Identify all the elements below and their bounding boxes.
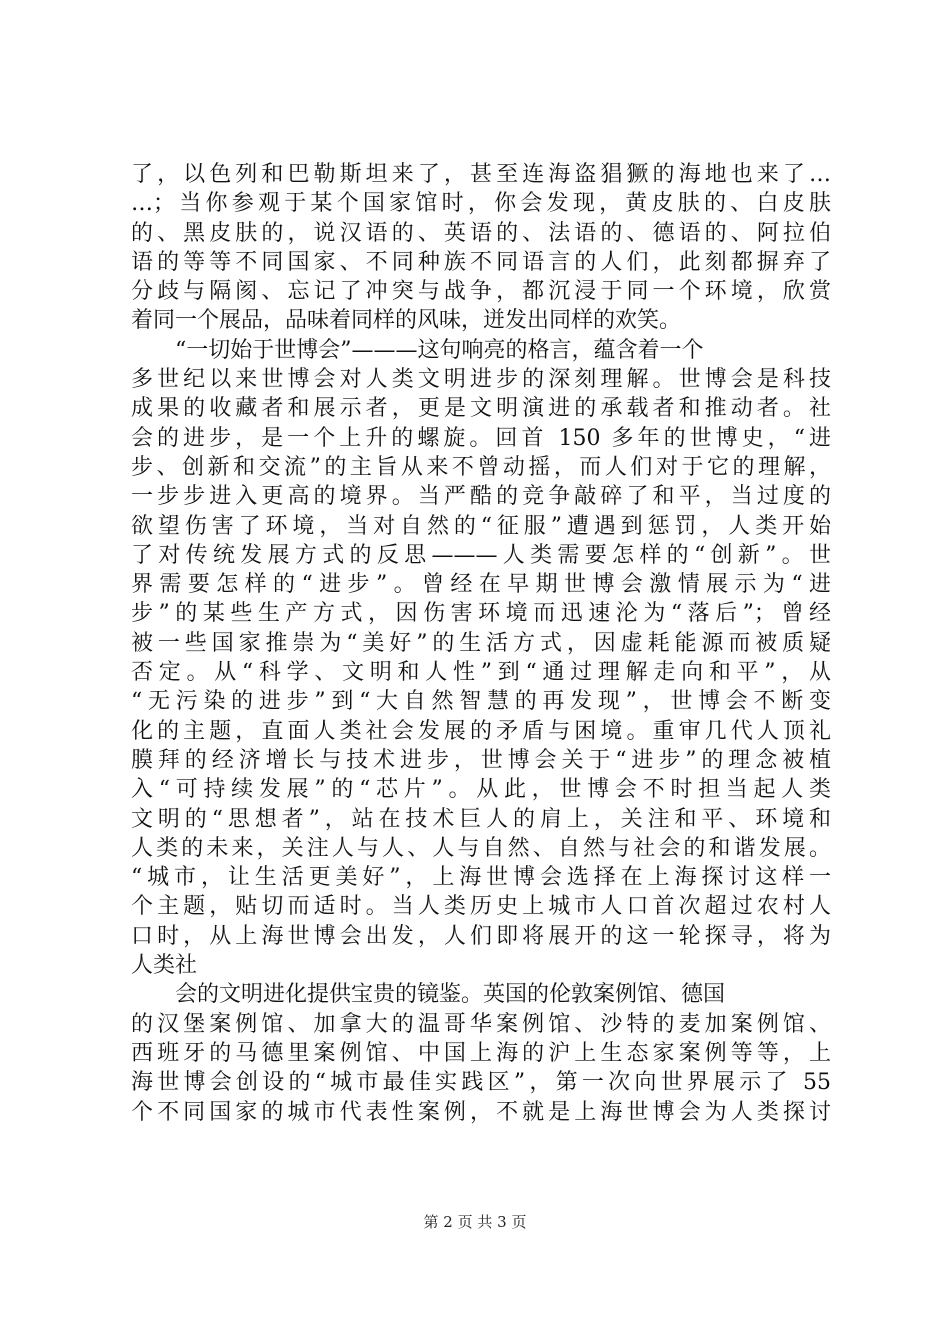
text-line: 否定。从“科学、文明和人性”到“通过理解走向和平”，从 <box>131 660 831 686</box>
text-line: 了，以色列和巴勒斯坦来了，甚至连海盗猖獗的海地也来了… <box>131 162 831 187</box>
text-line: 一步步进入更高的境界。当严酷的竞争敲碎了和平，当过度的 <box>131 484 831 510</box>
text-line: 膜拜的经济增长与技术进步，世博会关于“进步”的理念被植 <box>131 747 831 773</box>
text-line: “一切始于世博会”———这句响亮的格言，蕴含着一个 <box>175 337 704 363</box>
text-line: 西班牙的马德里案例馆、中国上海的沪上生态家案例等等，上 <box>131 1040 831 1066</box>
text-line: 被一些国家推崇为“美好”的生活方式，因虚耗能源而被质疑 <box>131 630 831 656</box>
text-line: 海世博会创设的“城市最佳实践区”，第一次向世界展示了 55 <box>131 1070 831 1096</box>
text-line: …；当你参观于某个国家馆时，你会发现，黄皮肤的、白皮肤 <box>131 191 831 217</box>
text-line: “城市，让生活更美好”，上海世博会选择在上海探讨这样一 <box>131 865 831 891</box>
text-line: 着同一个展品，品味着同样的风味，迸发出同样的欢笑。 <box>131 308 682 334</box>
text-line: 界需要怎样的“进步”。曾经在早期世博会激情展示为“进 <box>131 572 831 598</box>
text-line: 化的主题，直面人类社会发展的矛盾与困境。重审几代人顶礼 <box>131 718 831 744</box>
text-line: 人类的未来，关注人与人、人与自然、自然与社会的和谐发展。 <box>131 835 831 861</box>
text-line: 步”的某些生产方式，因伤害环境而迅速沦为“落后”；曾经 <box>131 601 831 627</box>
text-line: 口时，从上海世博会出发，人们即将展开的这一轮探寻，将为 <box>131 923 831 949</box>
text-line: 了对传统发展方式的反思———人类需要怎样的“创新”。世 <box>131 542 831 568</box>
text-line: 文明的“思想者”，站在技术巨人的肩上，关注和平、环境和 <box>131 806 831 832</box>
text-line: “无污染的进步”到“大自然智慧的再发现”，世博会不断变 <box>131 689 831 715</box>
text-line: 的、黑皮肤的，说汉语的、英语的、法语的、德语的、阿拉伯 <box>131 220 831 246</box>
text-line: 多世纪以来世博会对人类文明进步的深刻理解。世博会是科技 <box>131 367 831 393</box>
text-line: 入“可持续发展”的“芯片”。从此，世博会不时担当起人类 <box>131 777 831 803</box>
text-line: 欲望伤害了环境，当对自然的“征服”遭遇到惩罚，人类开始 <box>131 513 831 539</box>
text-line: 个主题，贴切而适时。当人类历史上城市人口首次超过农村人 <box>131 894 831 920</box>
text-line: 个不同国家的城市代表性案例，不就是上海世博会为人类探讨 <box>131 1099 831 1125</box>
text-line: 语的等等不同国家、不同种族不同语言的人们，此刻都摒弃了 <box>131 249 831 275</box>
text-line: 会的进步，是一个上升的螺旋。回首 150 多年的世博史，“进 <box>131 425 831 451</box>
text-line: 人类社 <box>131 953 198 979</box>
text-line: 成果的收藏者和展示者，更是文明演进的承载者和推动者。社 <box>131 396 831 422</box>
text-line: 分歧与隔阂、忘记了冲突与战争，都沉浸于同一个环境，欣赏 <box>131 279 831 305</box>
page-footer: 第 2 页 共 3 页 <box>423 1213 527 1231</box>
text-line: 步、创新和交流”的主旨从来不曾动摇，而人们对于它的理解， <box>131 454 831 480</box>
document-body <box>131 160 831 1127</box>
text-line: 会的文明进化提供宝贵的镜鉴。英国的伦敦案例馆、德国 <box>175 982 726 1008</box>
text-line: 的汉堡案例馆、加拿大的温哥华案例馆、沙特的麦加案例馆、 <box>131 1011 831 1037</box>
